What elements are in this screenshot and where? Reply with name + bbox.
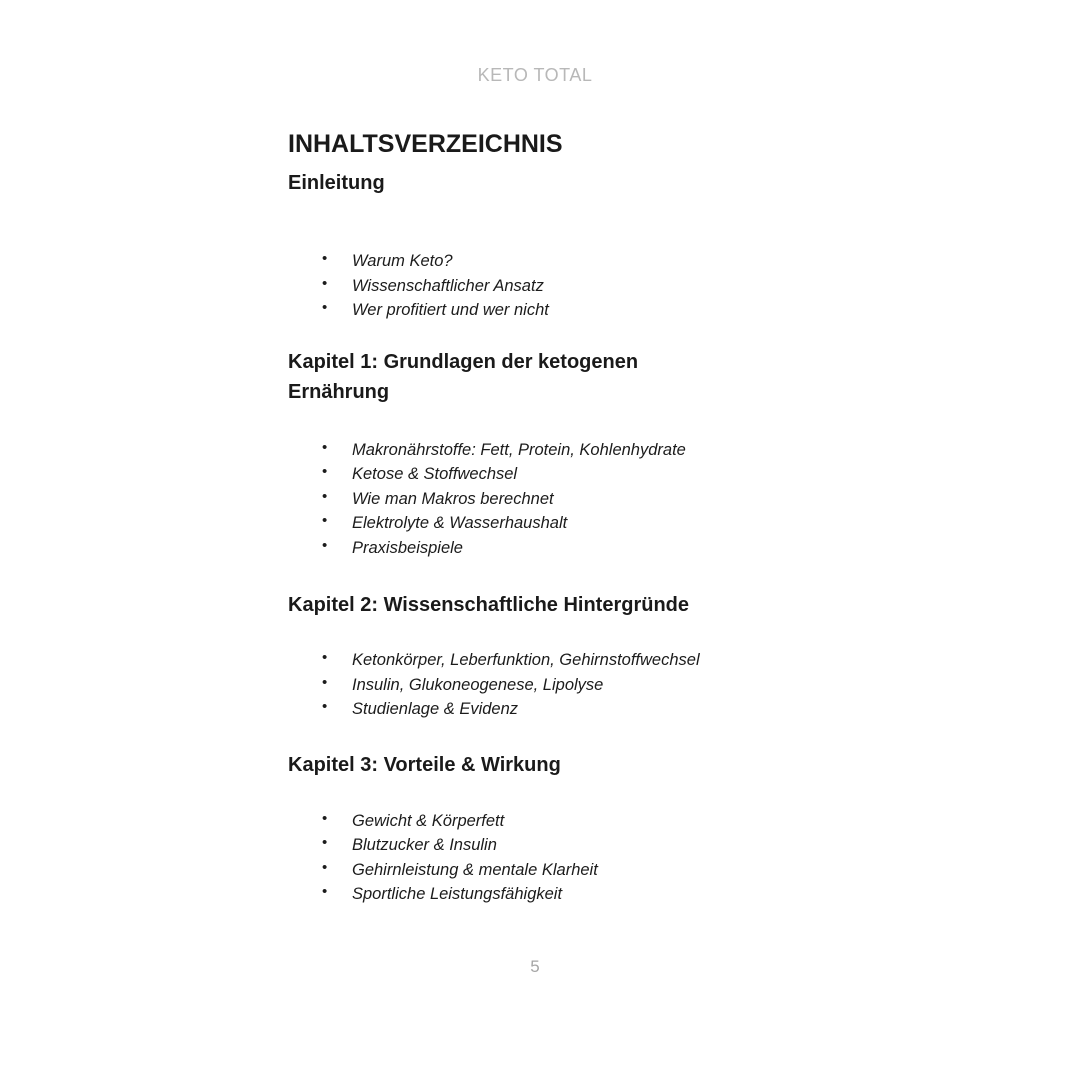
section-heading: Kapitel 2: Wissenschaftliche Hintergründe	[288, 594, 690, 616]
list-item-text: Praxisbeispiele	[352, 538, 463, 557]
list-item	[322, 536, 760, 561]
bullet-icon: •	[322, 698, 328, 715]
list-item	[322, 438, 760, 463]
bullet-icon: •	[322, 649, 328, 666]
list-item-text: Elektrolyte & Wasserhaushalt	[352, 514, 568, 532]
list-item-text: Insulin, Glukoneogenese, Lipolyse	[352, 675, 604, 694]
list-item-text: Wie man Makros berechnet	[352, 489, 554, 508]
bullet-icon: •	[322, 858, 328, 876]
bullet-icon: •	[322, 299, 328, 316]
list-item	[322, 858, 760, 883]
toc-section-kapitel-3	[288, 750, 760, 907]
section-list	[288, 648, 760, 722]
bullet-icon: •	[322, 883, 328, 900]
toc-section-kapitel-1	[288, 347, 760, 561]
bullet-icon: •	[322, 438, 328, 456]
list-item-text: Gewicht & Körperfett	[352, 811, 505, 830]
list-item-text: Sportliche Leistungsfähigkeit	[352, 885, 563, 903]
toc-content	[288, 128, 760, 907]
list-item-text: Gehirnleistung & mentale Klarheit	[352, 860, 598, 879]
page-title: INHALTSVERZEICHNIS	[288, 130, 563, 158]
list-item-text: Warum Keto?	[352, 252, 453, 270]
list-item	[322, 249, 760, 274]
list-item	[322, 648, 760, 673]
list-item-text: Wissenschaftlicher Ansatz	[352, 276, 544, 295]
bullet-icon: •	[322, 512, 328, 529]
bullet-icon: •	[322, 809, 328, 827]
list-item-text: Blutzucker & Insulin	[352, 836, 497, 854]
bullet-icon: •	[322, 274, 328, 292]
bullet-icon: •	[322, 834, 328, 851]
list-item	[322, 673, 760, 698]
section-list	[288, 249, 760, 323]
section-list	[288, 809, 760, 907]
list-item	[322, 882, 760, 907]
page-number: 5	[530, 957, 540, 976]
list-item	[322, 487, 760, 512]
list-item	[322, 511, 760, 536]
list-item-text: Makronährstoffe: Fett, Protein, Kohlenhydrate	[352, 440, 686, 459]
list-item	[322, 274, 760, 299]
section-heading: Einleitung	[288, 172, 385, 194]
list-item-text: Wer profitiert und wer nicht	[352, 301, 549, 319]
list-item	[322, 697, 760, 722]
section-list	[288, 438, 760, 561]
toc-section-einleitung	[288, 168, 760, 323]
list-item-text: Ketose & Stoffwechsel	[352, 465, 518, 483]
list-item	[322, 809, 760, 834]
section-heading: Kapitel 3: Vorteile & Wirkung	[288, 753, 561, 776]
section-heading: Kapitel 1: Grundlagen der ketogenen Ernährung	[288, 350, 639, 403]
bullet-icon: •	[322, 250, 328, 267]
list-item-text: Studienlage & Evidenz	[352, 700, 519, 718]
bullet-icon: •	[322, 463, 328, 480]
bullet-icon: •	[322, 487, 328, 505]
list-item	[322, 462, 760, 487]
list-item	[322, 833, 760, 858]
list-item-text: Ketonkörper, Leberfunktion, Gehirnstoffwechsel	[352, 651, 700, 669]
bullet-icon: •	[322, 673, 328, 691]
toc-section-kapitel-2	[288, 590, 760, 722]
list-item	[322, 298, 760, 323]
running-header: KETO TOTAL	[477, 65, 593, 85]
bullet-icon: •	[322, 536, 328, 554]
